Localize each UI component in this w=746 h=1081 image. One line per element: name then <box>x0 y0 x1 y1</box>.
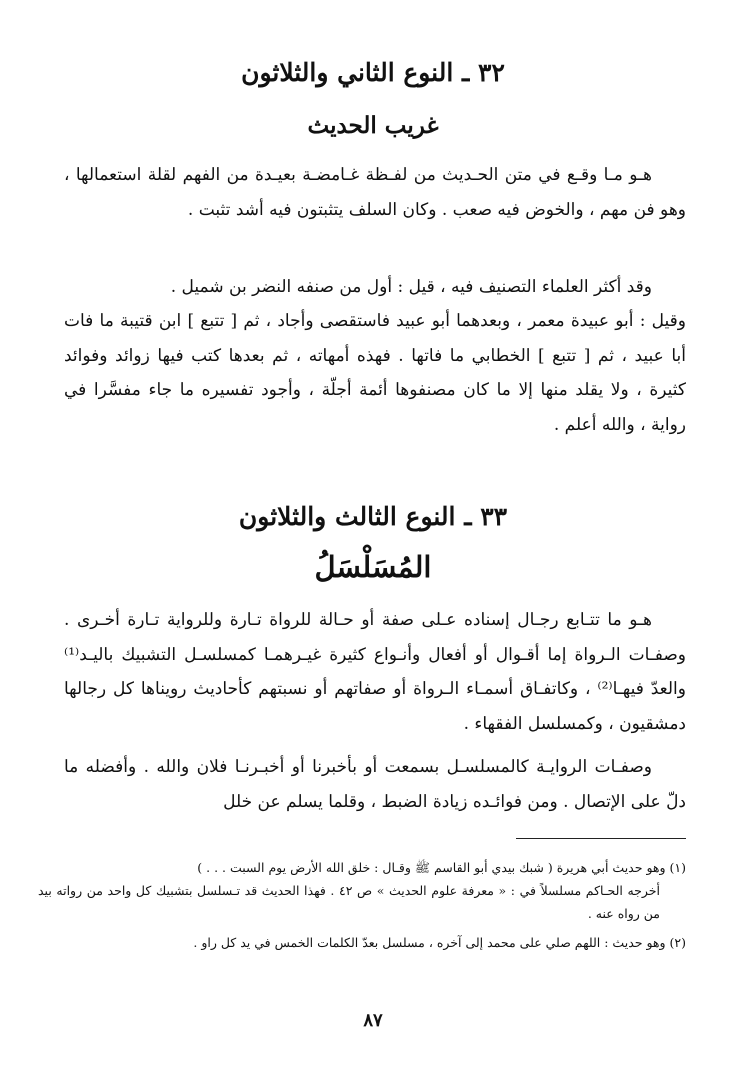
section-32-title: ٣٢ ـ النوع الثاني والثلاثون <box>241 58 505 87</box>
footnote-2: (٢) وهو حديث : اللهم صلي على محمد إلى آخره ، مسلسل بعدّ الكلمات الخمس في يد كل راو . <box>193 935 686 950</box>
footnote-1-continuation: أخرجه الحـاكم مسلسلاً في : « معرفة علوم الحديث » ص ٤٢ . فهذا الحديث قد تـسلسل بتشبيك كل واحد من رواته بيد من رواه عنه . <box>38 883 660 921</box>
section-33-paragraph-1: هـو ما تتـابع رجـال إسناده عـلى صفة أو حـالة للرواة تـارة وللرواية تـارة أخـرى . وصفـات الـرواة إما أقـوال أو أفعال وأنـواع كثيرة غيـرهمـا كمسلسـل التشبيك باليـد⁽¹⁾ والعدّ فيهـا⁽²⁾ ، وكاتفـاق أسمـاء الـرواة أو صفاتهم أو نسبتهم كأحاديث رويناها كل رجالها دمشقيون ، وكمسلسل الفقهاء . <box>64 610 686 734</box>
footnote-divider <box>516 838 686 839</box>
section-33-title: ٣٣ ـ النوع الثالث والثلاثون <box>238 502 508 531</box>
section-33-subtitle: المُسَلْسَلُ <box>314 550 432 584</box>
footnote-1-line-1: (١) وهو حديث أبي هريرة ( شبك بيدي أبو القاسم ﷺ وقـال : خلق الله الأرض يوم السبت . . . ) <box>197 860 686 875</box>
section-32-paragraph-3: وقيل : أبو عبيدة معمر ، وبعدهما أبو عبيد فاستقصى وأجاد ، ثم [ تتبع ] ابن قتيبة ما فات أبا عبيد ، ثم [ تتبع ] الخطابي ما فاتها . فهذه أمهاته ، ثم بعدها كتب فيها زوائد وفوائد كثيرة ، ولا يقلد منها إلا ما كان مصنفوها أئمة أجلّة ، وأجود تفسيره ما جاء مفسَّرا في رواية ، والله أعلم . <box>64 311 686 435</box>
section-32-paragraph-2: وقد أكثر العلماء التصنيف فيه ، قيل : أول من صنفه النضر بن شميل . <box>170 277 652 297</box>
page-number: ٨٧ <box>363 1010 383 1031</box>
section-32-paragraph-1: هـو مـا وقـع في متن الحـديث من لفـظة غـامضـة بعيـدة من الفهم لقلة استعمالها ، وهو فن مهم ، والخوض فيه صعب . وكان السلف يتثبتون فيه أشد تثبت . <box>64 165 686 220</box>
section-33-paragraph-2: وصفـات الروايـة كالمسلسـل بسمعت أو بأخبرنا أو أخبـرنـا فلان والله . وأفضله ما دلّ على الإتصال . ومن فوائـده زيادة الضبط ، وقلما يسلم عن خلل <box>64 757 686 812</box>
section-32-subtitle: غريب الحديث <box>307 112 439 139</box>
